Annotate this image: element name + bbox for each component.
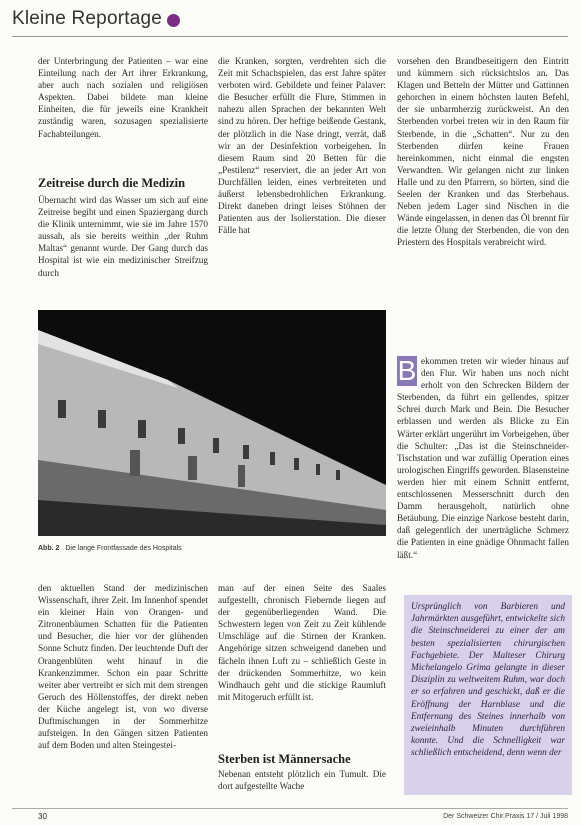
info-box-text: Ursprünglich von Barbieren und Jahrmärkten ausgeführt, entwickelte sich die Steinschneiderei zu einer der am besten spezialisierten chirurgischen Fachgebiete. Der Malteser Chirurg Michelangelo Grima gelangte in dieser Disziplin zu weltweitem Ruhm, war doch er so erfahren und geschickt, daß er die Eröffnung der Harnblase und die Entfernung des Steines innerhalb von zweieinhalb Minuten durchführen konnte. Und die Schnelligkeit war schließlich entscheidend, denn wenn der: [411, 602, 565, 759]
paragraph: den aktuellen Stand der medizinischen Wissenschaft, ihrer Zeit. Im Innenhof spendet ein kleiner Hain von Orangen- und Zitronenbäumen Schatten für die Patienten und Besucher, die hier vor der glühenden Sonne Schutz finden. Der leuchtende Duft der Orangenblüten weht hinauf in die Krankenzimmer. Schon ein paar Schritte weiter aber vertreibt er sich mit dem strengen Geruch des Höllenstoffes, der direkt neben der Küche angelegt ist, von wo diverse Duftmischungen in der Sommerhitze aufsteigen. In den Gängen sitzen Patienten auf dem Boden und alten Steingestei-: [38, 583, 208, 751]
paragraph: die Kranken, sorgten, verdrehten sich die Zeit mit Schachspielen, das erst Jahre später verboten wird. Gebildete und feiner Palaver: die Besucher erfüllt die Flure, Stimmen in nahezu allen Sprachen der bekannten Welt sind zu hören. Der heftige beißende Gestank, der plötzlich in die Nase dringt, verrät, daß wir an der Desinfektion vorbeigehen. In diesem Raum sind 20 Betten für die „Pestilenz“ reserviert, die an jeder Art von Durchfällen leiden, eines verbreiteten und äußerst lebensbedrohlichen Erkrankung. Direkt daneben dringt leises Stöhnen der Patienten aus der Isolierstation. Die dieser Fälle hat: [218, 56, 386, 236]
column-3-top: [397, 55, 569, 249]
paragraph: Übernacht wird das Wasser um sich auf eine Zeitreise begibt und einen Spaziergang durch die Klinik unternimmt, wie sie im Jahre 1570 aussah, als sie bereits weithin „der Ruhm Maltas“ genannt wurde. Der Gang durch das Hospital ist wie ein medizinischer Streifzug durch: [38, 195, 208, 278]
footer-rule: [12, 808, 568, 809]
header-rule: [12, 36, 568, 37]
section-dot-icon: [167, 14, 180, 27]
paragraph: der Unterbringung der Patienten – war eine Einteilung nach der Art ihrer Erkrankung, aber auch nach sozialen und religiösen Aspekten. Dabei bildete man kleine Einheiten, die für jeweils eine Krankheit zuständig waren, sozusagen spezialisierte Fachabteilungen.: [38, 56, 208, 139]
paragraph: man auf der einen Seite des Saales aufgestellt, chronisch Fiebernde liegen auf der gegenüberliegenden Wand. Die Schwestern legen von Zeit zu Zeit kühlende Umschläge auf die Stirnen der Kranken. Angehörige sitzen schweigend daneben und fächeln ihnen Luft zu – schließlich Geste in der drückenden Sommerhitze, wo kein Windhauch geht und die stickige Raumluft mit Mitogeruch erfüllt ist.: [218, 583, 386, 702]
footer-source: Der Schweizer Chir.Praxis 17 / Juli 1998: [443, 813, 568, 820]
drop-cap: B: [397, 355, 417, 386]
column-2-after-subhead: [218, 768, 386, 792]
photo-illustration: [38, 310, 386, 536]
column-3-middle: [397, 355, 569, 561]
column-1-after-subhead: [38, 194, 208, 279]
caption-label: Abb. 2: [38, 545, 60, 552]
photo-caption: [38, 545, 386, 552]
column-2-top: [218, 55, 386, 236]
paragraph: vorsehen den Brandbeseitigern den Eintritt und kümmern sich rücksichtslos an. Das Klagen und Betteln der Mütter und Gattinnen gehorchen in einem höchsten lauten Befehl, der sie unbarmherzig zurückweist. An den Sterbenden vorbei treten wir in den Raum für Sterbende, in die „Schatten“. Nur zu den Sterbenden dürfen keine Frauen hereinkommen, nicht einmal die engsten Verwandten. Wir gelangen nicht zur linken Halle und zu den Pfarrern, so hörten, sind die Seelen der Kranken und das Sterbehaus. Neben jedem Lager sind Nischen in die Wände eingelassen, in denen das Öl brennt für die letzte Ölung der Sterbenden, die von den Priestern des Hospitals verabreicht wird.: [397, 56, 569, 248]
paragraph: ekommen treten wir wieder hinaus auf den Flur. Wir haben uns noch nicht erholt von den Schrecken Bildern der Sterbenden, da führt ein gellendes, spitzer Schrei durch Mark und Bein. Die Besucher erblassen und werden als Blicke zu Ein Wärter erklärt ungerührt im Vorbeigehen, über die Schulter: „Das ist die Steinschneider-Tischstation und war zufällig Operation eines urologischen Eingriffs geworden. Blasensteine werden hier mit einem Schnitt entfernt, entschlossenen Messerschnitt durch den Damm herausgeholt, natürlich ohne Betäubung. Die einzige Narkose besteht darin, daß gelegentlich der unerträgliche Schmerz die Patienten in eine gnädige Ohnmacht fallen läßt.“: [397, 356, 569, 560]
column-1-top: [38, 55, 208, 140]
hospital-facade-photo: [38, 310, 386, 536]
section-title: Kleine Reportage: [12, 8, 163, 29]
column-2-bottom: [218, 582, 386, 703]
column-1-bottom: [38, 582, 208, 751]
page-number: 30: [38, 812, 47, 821]
info-box: [404, 595, 572, 795]
page-header: [12, 8, 180, 30]
subheading-zeitreise: Zeitreise durch die Medizin: [38, 176, 186, 190]
paragraph: Nebenan entsteht plötzlich ein Tumult. Die dort aufgestellte Wache: [218, 769, 386, 792]
subheading-sterben: Sterben ist Männersache: [218, 752, 351, 766]
caption-text: Die lange Frontfassade des Hospitals: [65, 545, 182, 552]
